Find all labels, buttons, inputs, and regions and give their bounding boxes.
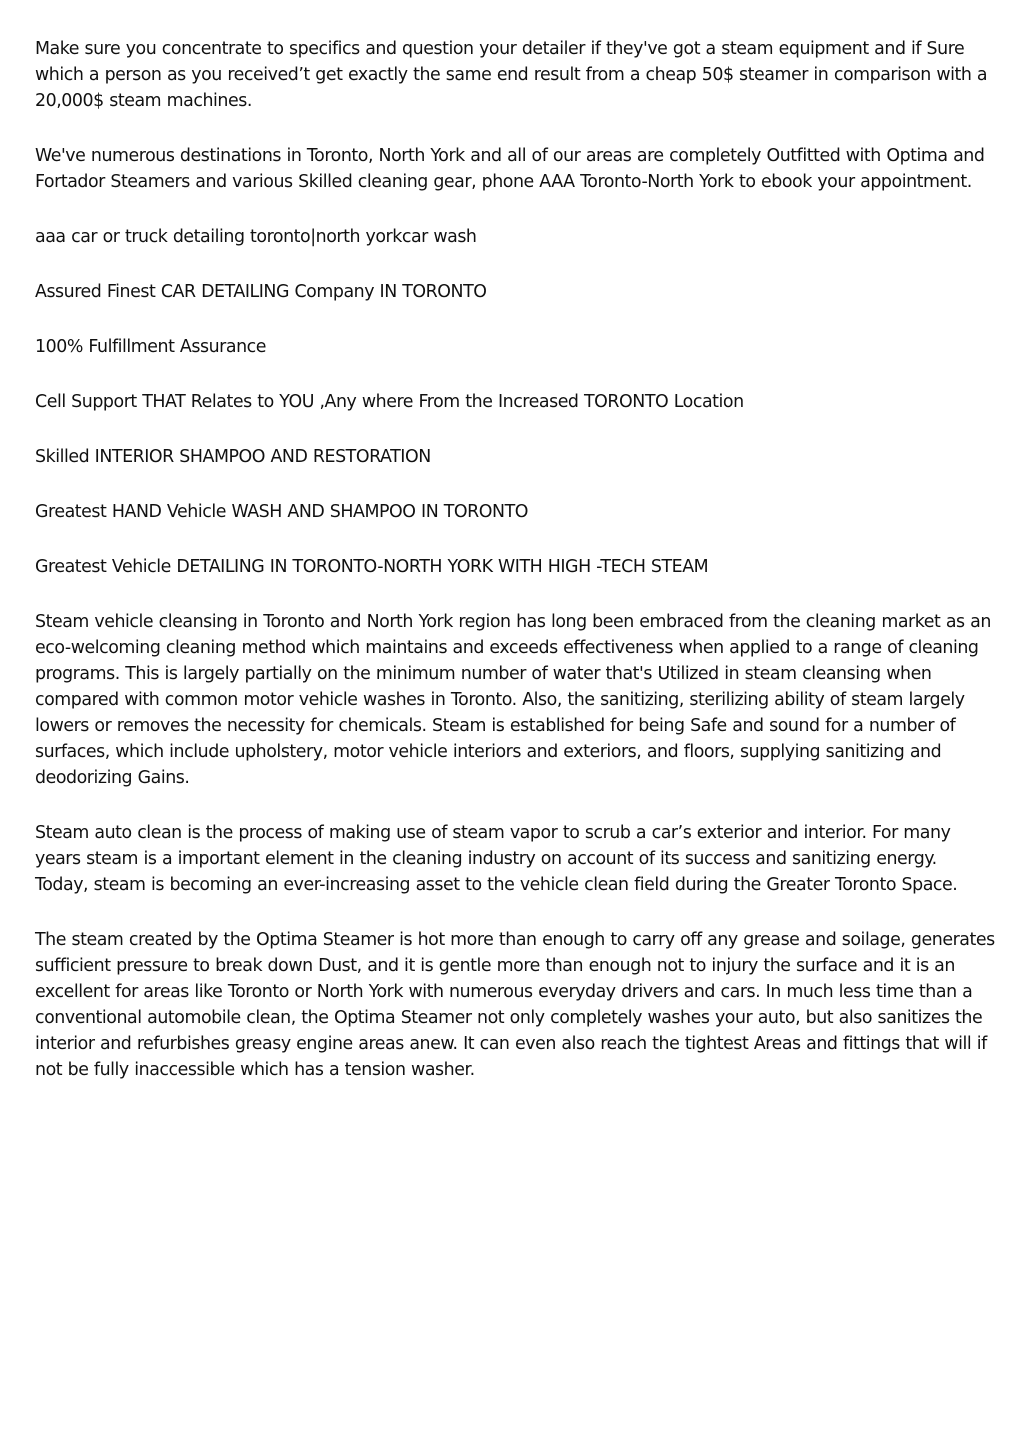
paragraph-steam-cleansing: Steam vehicle cleansing in Toronto and North York region has long been embraced from the cleaning market as an eco-welcoming cleaning method which maintains and exceeds effectiveness when applied to a range of cleaning programs. This is largely partially on the minimum number of water that's Utilized in steam cleansing when compared with common motor vehicle washes in Toronto. Also, the sanitizing, sterilizing ability of steam largely lowers or removes the necessity for chemicals. Steam is established for being Safe and sound for a number of surfaces, which include upholstery, motor vehicle interiors and exteriors, and floors, supplying sanitizing and deodorizing Gains.	[35, 612, 991, 788]
paragraph-keywords: aaa car or truck detailing toronto|north yorkcar wash	[35, 227, 477, 247]
paragraph-detailing-steam: Greatest Vehicle DETAILING IN TORONTO-NORTH YORK WITH HIGH -TECH STEAM	[35, 557, 709, 577]
paragraph-steam-equipment-advice: Make sure you concentrate to specifics and question your detailer if they've got a steam equipment and if Sure which a person as you received’t get exactly the same end result from a cheap 50$ steamer in comparison with a 20,000$ steam machines.	[35, 39, 988, 111]
paragraph-hand-wash: Greatest HAND Vehicle WASH AND SHAMPOO IN TORONTO	[35, 502, 528, 522]
paragraph-steam-auto-clean: Steam auto clean is the process of making use of steam vapor to scrub a car’s exterior and interior. For many years steam is a important element in the cleaning industry on account of its success and sanitizing energy. Today, steam is becoming an ever-increasing asset to the vehicle clean field during the Greater Toronto Space.	[35, 823, 958, 895]
paragraph-interior-shampoo: Skilled INTERIOR SHAMPOO AND RESTORATION	[35, 447, 431, 467]
document-page	[35, 36, 995, 1112]
paragraph-fulfillment: 100% Fulfillment Assurance	[35, 337, 267, 357]
paragraph-cell-support: Cell Support THAT Relates to YOU ,Any where From the Increased TORONTO Location	[35, 392, 744, 412]
paragraph-optima-steamer: The steam created by the Optima Steamer is hot more than enough to carry off any grease and soilage, generates sufficient pressure to break down Dust, and it is gentle more than enough not to injury the surface and it is an excellent for areas like Toronto or North York with numerous everyday drivers and cars. In much less time than a conventional automobile clean, the Optima Steamer not only completely washes your auto, but also sanitizes the interior and refurbishes greasy engine areas anew. It can even also reach the tightest Areas and fittings that will if not be fully inaccessible which has a tension washer.	[35, 930, 995, 1080]
paragraph-destinations: We've numerous destinations in Toronto, North York and all of our areas are completely Outfitted with Optima and Fortador Steamers and various Skilled cleaning gear, phone AAA Toronto-North York to ebook your appointment.	[35, 146, 985, 192]
paragraph-assured-finest: Assured Finest CAR DETAILING Company IN TORONTO	[35, 282, 487, 302]
